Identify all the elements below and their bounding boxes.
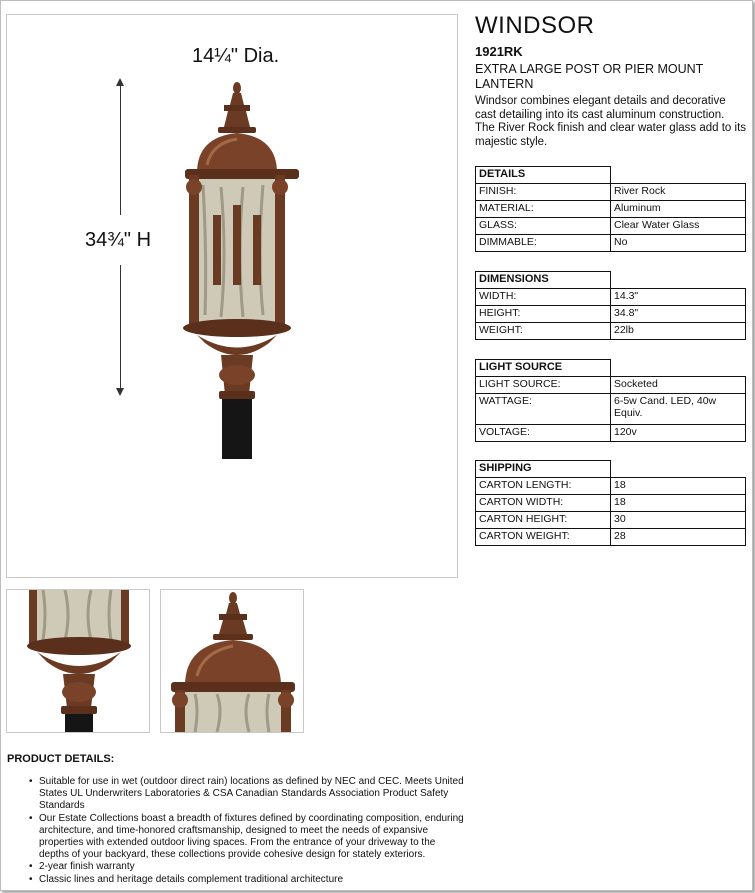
details-heading: DETAILS — [476, 167, 611, 184]
bullet-icon: • — [29, 873, 33, 885]
list-item: • Our Estate Collections boast a breadth of fixtures defined by coordinating composition, enduring architecture, and time-honored craftsmanship, designed to meet the needs of expansive properties with extended outdoor living spaces. From the entrance of your driveway to the depths of your backyard, these collections provide cohesive design for stately exteriors. — [29, 812, 464, 861]
table-row: WATTAGE: 6-5w Cand. LED, 40w Equiv. — [476, 394, 746, 425]
product-sku: 1921RK — [475, 44, 523, 59]
height-label: 34¾" H — [85, 229, 152, 251]
shipping-table — [475, 460, 746, 546]
table-row: HEIGHT: 34.8" — [476, 306, 746, 323]
table-row: VOLTAGE: 120v — [476, 425, 746, 442]
thumbnail-detail-top[interactable] — [160, 589, 304, 733]
table-row: GLASS: Clear Water Glass — [476, 218, 746, 235]
details-table — [475, 166, 746, 252]
bullet-icon: • — [29, 861, 33, 873]
main-product-image — [6, 14, 458, 578]
thumbnail-base-illustration — [7, 590, 149, 732]
product-details-heading: PRODUCT DETAILS: — [7, 753, 115, 765]
light-source-heading: LIGHT SOURCE — [476, 360, 611, 377]
table-row: WEIGHT: 22lb — [476, 323, 746, 340]
diameter-label: 14¼" Dia. — [192, 45, 280, 67]
table-row: MATERIAL: Aluminum — [476, 201, 746, 218]
table-row: CARTON WIDTH: 18 — [476, 495, 746, 512]
list-item: • Classic lines and heritage details complement traditional architecture — [29, 873, 344, 885]
bullet-icon: • — [29, 812, 33, 824]
table-row: FINISH: River Rock — [476, 184, 746, 201]
list-item: • Suitable for use in wet (outdoor direct rain) locations as defined by NEC and CEC. Meets United States UL Underwriters Laboratories & CSA Canadian Standards Association Product Safety Standards — [29, 776, 464, 812]
table-row: DIMMABLE: No — [476, 235, 746, 252]
product-description: Windsor combines elegant details and decorative cast detailing into its cast aluminum construction. The River Rock finish and clear water glass add to its majestic style. — [475, 95, 747, 148]
product-details-list — [29, 776, 464, 886]
table-row: LIGHT SOURCE: Socketed — [476, 377, 746, 394]
shipping-heading: SHIPPING — [476, 461, 611, 478]
table-row: CARTON WEIGHT: 28 — [476, 529, 746, 546]
light-source-table — [475, 359, 746, 442]
dimensions-heading: DIMENSIONS — [476, 272, 611, 289]
product-subtitle: EXTRA LARGE POST OR PIER MOUNT LANTERN — [475, 62, 704, 91]
thumbnail-top-illustration — [161, 590, 303, 732]
product-title: WINDSOR — [475, 12, 595, 39]
table-row: WIDTH: 14.3" — [476, 289, 746, 306]
lantern-illustration — [7, 15, 457, 577]
table-row: CARTON LENGTH: 18 — [476, 478, 746, 495]
dimensions-table — [475, 271, 746, 340]
list-item: • 2-year finish warranty — [29, 861, 135, 873]
bullet-icon: • — [29, 776, 33, 787]
thumbnail-detail-base[interactable] — [6, 589, 150, 733]
table-row: CARTON HEIGHT: 30 — [476, 512, 746, 529]
